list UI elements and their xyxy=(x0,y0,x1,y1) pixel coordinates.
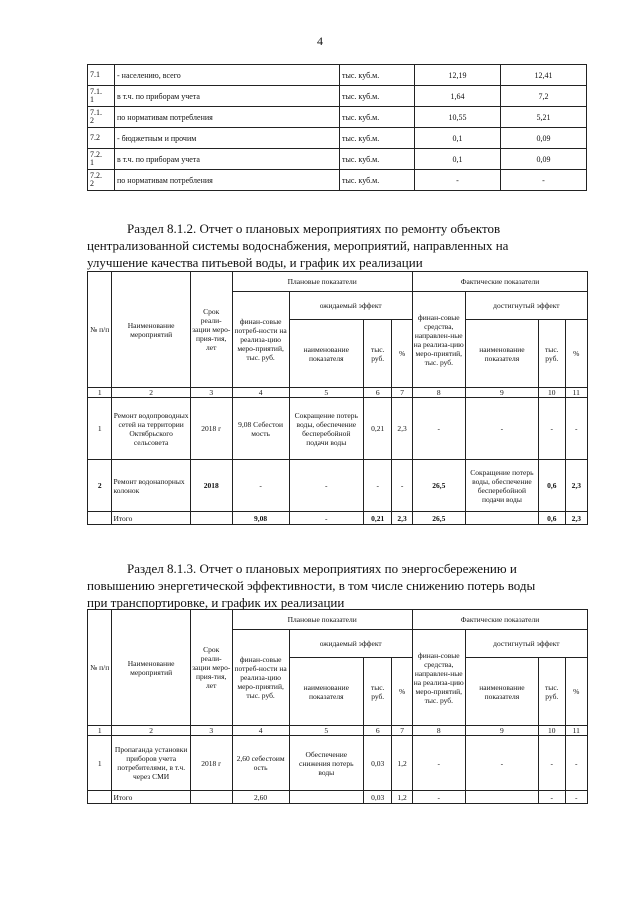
header-fin-fact: финан-совые средства, направлен-ные на реализа-цию меро-приятий, тыс. руб. xyxy=(412,292,465,388)
row-plan-value: 0,1 xyxy=(415,149,501,170)
header-trub: тыс. руб. xyxy=(539,658,565,726)
table-cell: 0,03 xyxy=(363,791,392,804)
table-cell: - xyxy=(539,736,565,791)
row-number: 7.1 xyxy=(88,65,115,86)
table-cell xyxy=(88,791,112,804)
section-812-table xyxy=(87,271,588,525)
table-cell: Ремонт водопроводных сетей на территории Октябрьского сельсовета xyxy=(112,398,190,460)
row-fact-value: 0,09 xyxy=(501,128,587,149)
row-unit: тыс. куб.м. xyxy=(340,149,415,170)
row-name: - бюджетным и прочим xyxy=(115,128,340,149)
table-cell: 2018 г xyxy=(190,398,232,460)
table-row xyxy=(88,128,587,149)
column-number: 7 xyxy=(392,388,412,398)
row-plan-value: 10,55 xyxy=(415,107,501,128)
header-row xyxy=(88,726,588,736)
header-row xyxy=(88,272,588,292)
header-fin-plan: финан-совые потреб-ности на реализа-цию меро-приятий, тыс. руб. xyxy=(232,292,289,388)
row-number: 7.2. 1 xyxy=(88,149,115,170)
row-name: по нормативам потребления xyxy=(115,107,340,128)
header-pct: % xyxy=(392,658,412,726)
table-cell: 0,21 xyxy=(363,512,392,525)
header-indicator: наименование показателя xyxy=(289,658,363,726)
header-pct: % xyxy=(392,320,412,388)
column-number: 3 xyxy=(190,388,232,398)
header-row xyxy=(88,388,588,398)
table-cell xyxy=(190,791,232,804)
header-fact: Фактические показатели xyxy=(412,272,587,292)
table-row xyxy=(88,398,588,460)
column-number: 8 xyxy=(412,388,465,398)
total-row xyxy=(88,512,588,525)
row-fact-value: 0,09 xyxy=(501,149,587,170)
table-cell: 1,2 xyxy=(392,736,412,791)
table-cell: - xyxy=(232,460,289,512)
table-row xyxy=(88,736,588,791)
header-trub: тыс. руб. xyxy=(363,320,392,388)
column-number: 8 xyxy=(412,726,465,736)
header-expected: ожидаемый эффект xyxy=(289,630,412,658)
table-cell: - xyxy=(289,460,363,512)
row-name: в т.ч. по приборам учета xyxy=(115,86,340,107)
row-unit: тыс. куб.м. xyxy=(340,170,415,191)
table-cell: 1,2 xyxy=(392,791,412,804)
row-number: 7.1. 1 xyxy=(88,86,115,107)
row-unit: тыс. куб.м. xyxy=(340,128,415,149)
table-cell: 2,60 себестоим ость xyxy=(232,736,289,791)
table-cell: Пропаганда установки приборов учета потребителями, в т.ч. через СМИ xyxy=(112,736,190,791)
row-name: в т.ч. по приборам учета xyxy=(115,149,340,170)
header-indicator: наименование показателя xyxy=(465,320,538,388)
table-row xyxy=(88,65,587,86)
header-name: Наименование мероприятий xyxy=(112,610,190,726)
column-number: 6 xyxy=(363,726,392,736)
total-label: Итого xyxy=(112,791,190,804)
row-plan-value: - xyxy=(415,170,501,191)
table-cell: 2,3 xyxy=(565,460,587,512)
column-number: 5 xyxy=(289,388,363,398)
table-cell: 1 xyxy=(88,736,112,791)
header-name: Наименование мероприятий xyxy=(112,272,190,388)
column-number: 4 xyxy=(232,388,289,398)
table-cell xyxy=(465,791,538,804)
header-num: № п/п xyxy=(88,610,112,726)
row-fact-value: - xyxy=(501,170,587,191)
header-achieved: достигнутый эффект xyxy=(465,630,587,658)
table-cell xyxy=(465,512,538,525)
row-unit: тыс. куб.м. xyxy=(340,86,415,107)
row-unit: тыс. куб.м. xyxy=(340,107,415,128)
page-number: 4 xyxy=(317,34,323,48)
section-813-heading: Раздел 8.1.3. Отчет о плановых мероприятиях по энергосбережению и повышению энергетической эффективности, в том числе снижению потерь воды при транспортировке, и график их реализации xyxy=(87,561,536,610)
table-cell: Ремонт водонапорных колонок xyxy=(112,460,190,512)
header-trub: тыс. руб. xyxy=(363,658,392,726)
section-812-heading: Раздел 8.1.2. Отчет о плановых мероприятиях по ремонту объектов централизованной системы водоснабжения, мероприятий, направленных на улучшение качества питьевой воды, и график их реализации xyxy=(87,221,509,270)
table-cell: - xyxy=(363,460,392,512)
header-expected: ожидаемый эффект xyxy=(289,292,412,320)
column-number: 6 xyxy=(363,388,392,398)
header-term: Срок реали-зации меро-прия-тия, лет xyxy=(190,272,232,388)
table-row xyxy=(88,107,587,128)
table-cell: - xyxy=(565,736,587,791)
column-number: 1 xyxy=(88,388,112,398)
table-cell: 2,3 xyxy=(392,512,412,525)
row-plan-value: 12,19 xyxy=(415,65,501,86)
row-fact-value: 12,41 xyxy=(501,65,587,86)
column-number: 9 xyxy=(465,388,538,398)
column-number: 1 xyxy=(88,726,112,736)
row-plan-value: 0,1 xyxy=(415,128,501,149)
table-cell: 2,3 xyxy=(565,512,587,525)
row-name: по нормативам потребления xyxy=(115,170,340,191)
table-cell: 26,5 xyxy=(412,512,465,525)
column-number: 2 xyxy=(112,388,190,398)
table-cell: - xyxy=(289,512,363,525)
header-pct: % xyxy=(565,658,587,726)
table-cell: 9,08 Себестои мость xyxy=(232,398,289,460)
table-row xyxy=(88,149,587,170)
table-cell: 0,6 xyxy=(539,460,565,512)
table-cell: 2,60 xyxy=(232,791,289,804)
table-cell: 1 xyxy=(88,398,112,460)
header-fin-fact: финан-совые средства, направлен-ные на реализа-цию меро-приятий, тыс. руб. xyxy=(412,630,465,726)
table-cell: Сокращение потерь воды, обеспечение бесперебойной подачи воды xyxy=(465,460,538,512)
table-cell: - xyxy=(465,398,538,460)
column-number: 10 xyxy=(539,726,565,736)
header-plan: Плановые показатели xyxy=(232,272,412,292)
header-trub: тыс. руб. xyxy=(539,320,565,388)
table-row xyxy=(88,170,587,191)
table-cell: 9,08 xyxy=(232,512,289,525)
table-cell: - xyxy=(565,398,587,460)
table-cell: - xyxy=(539,791,565,804)
table-cell: 2018 xyxy=(190,460,232,512)
row-number: 7.2. 2 xyxy=(88,170,115,191)
table-cell: 2 xyxy=(88,460,112,512)
column-number: 11 xyxy=(565,726,587,736)
table-cell: Обеспечение снижения потерь воды xyxy=(289,736,363,791)
header-achieved: достигнутый эффект xyxy=(465,292,587,320)
table-cell xyxy=(289,791,363,804)
column-number: 9 xyxy=(465,726,538,736)
row-fact-value: 5,21 xyxy=(501,107,587,128)
table-cell: 0,03 xyxy=(363,736,392,791)
column-number: 7 xyxy=(392,726,412,736)
table-cell: 26,5 xyxy=(412,460,465,512)
table-cell: - xyxy=(539,398,565,460)
row-number: 7.2 xyxy=(88,128,115,149)
row-fact-value: 7,2 xyxy=(501,86,587,107)
header-pct: % xyxy=(565,320,587,388)
table-cell: 0,21 xyxy=(363,398,392,460)
table-cell: - xyxy=(465,736,538,791)
row-number: 7.1. 2 xyxy=(88,107,115,128)
column-number: 2 xyxy=(112,726,190,736)
column-number: 10 xyxy=(539,388,565,398)
table-cell: - xyxy=(565,791,587,804)
consumption-table xyxy=(87,64,587,191)
header-plan: Плановые показатели xyxy=(232,610,412,630)
column-number: 4 xyxy=(232,726,289,736)
table-row xyxy=(88,86,587,107)
row-plan-value: 1,64 xyxy=(415,86,501,107)
column-number: 3 xyxy=(190,726,232,736)
table-cell: - xyxy=(392,460,412,512)
section-813-table xyxy=(87,609,588,804)
row-name: - населению, всего xyxy=(115,65,340,86)
header-row xyxy=(88,610,588,630)
header-fact: Фактические показатели xyxy=(412,610,587,630)
column-number: 11 xyxy=(565,388,587,398)
table-cell: - xyxy=(412,736,465,791)
header-term: Срок реали-зации меро-прия-тия, лет xyxy=(190,610,232,726)
header-fin-plan: финан-совые потреб-ности на реализа-цию меро-приятий, тыс. руб. xyxy=(232,630,289,726)
total-label: Итого xyxy=(112,512,190,525)
table-cell xyxy=(190,512,232,525)
table-cell: 0,6 xyxy=(539,512,565,525)
total-row xyxy=(88,791,588,804)
table-cell: 2,3 xyxy=(392,398,412,460)
table-cell: 2018 г xyxy=(190,736,232,791)
row-unit: тыс. куб.м. xyxy=(340,65,415,86)
table-row xyxy=(88,460,588,512)
header-indicator: наименование показателя xyxy=(465,658,538,726)
column-number: 5 xyxy=(289,726,363,736)
table-cell: - xyxy=(412,791,465,804)
header-indicator: наименование показателя xyxy=(289,320,363,388)
table-cell xyxy=(88,512,112,525)
table-cell: - xyxy=(412,398,465,460)
table-cell: Сокращение потерь воды, обеспечение бесперебойной подачи воды xyxy=(289,398,363,460)
header-num: № п/п xyxy=(88,272,112,388)
